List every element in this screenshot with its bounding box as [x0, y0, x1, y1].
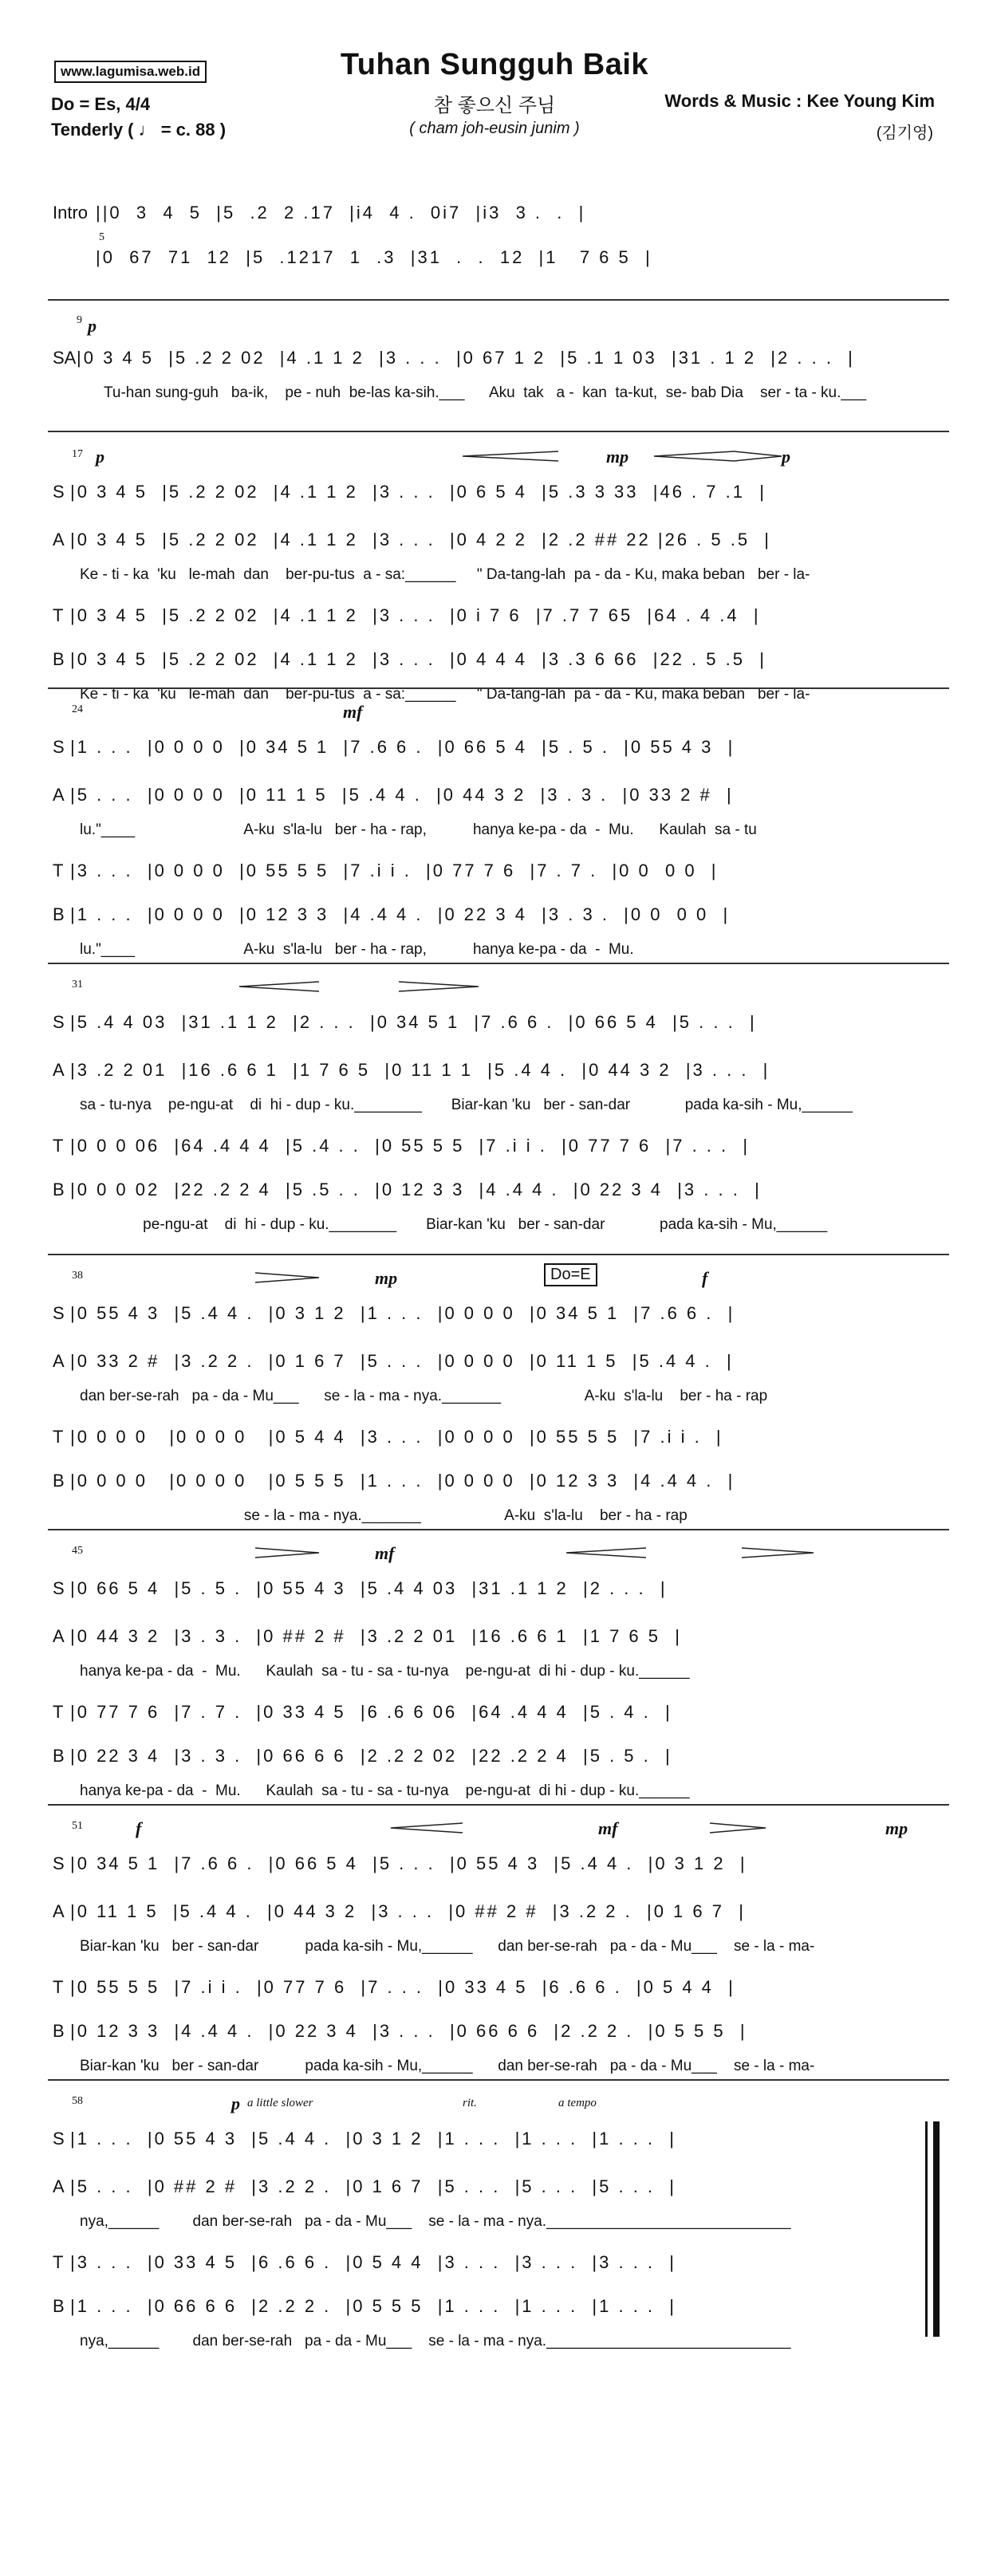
lyric-text: lu."____ A-ku s'la-lu ber - ha - rap, hanya ke-pa - da - Mu.: [80, 941, 634, 958]
lyric-text: lu."____ A-ku s'la-lu ber - ha - rap, hanya ke-pa - da - Mu. Kaulah sa - tu: [80, 821, 757, 838]
score-line: [48, 1057, 949, 1082]
voice-label: T: [53, 1136, 64, 1156]
score-line: [48, 857, 949, 883]
system-m51: [48, 1818, 949, 2074]
voice-label: B: [53, 1471, 65, 1491]
score-line: [48, 2293, 949, 2318]
lyric-line: [48, 566, 949, 587]
expression-text: a tempo: [558, 2097, 597, 2109]
dynamic-mark: mp: [606, 447, 629, 467]
final-barline: [925, 2121, 928, 2337]
divider: [48, 687, 949, 689]
system-m9: [48, 313, 949, 416]
notes: |0 3 4 5 |5 .2 2 02 |4 .1 1 2 |3 . . . |0 i 7 6 |7 .7 7 65 |64 . 4 .4 |: [70, 605, 761, 625]
lyric-text: Tu-han sung-guh ba-ik, pe - nuh be-las ka-sih.___ Aku tak a - kan ta-kut, se- bab Dia ser - ta - ku.___: [104, 384, 867, 401]
notes: |3 .2 2 01 |16 .6 6 1 |1 7 6 5 |0 11 1 1 |5 .4 4 . |0 44 3 2 |3 . . . |: [70, 1060, 770, 1080]
score-line: [48, 1132, 949, 1158]
voice-label: S: [53, 1578, 65, 1598]
lyric-line: [48, 1938, 949, 1959]
dynamic-mark: p: [88, 316, 97, 336]
lyric-text: hanya ke-pa - da - Mu. Kaulah sa - tu - sa - tu-nya pe-ngu-at di hi - dup - ku.______: [80, 1782, 690, 1799]
notes: |0 77 7 6 |7 . 7 . |0 33 4 5 |6 .6 6 06 |64 .4 4 4 |5 . 4 . |: [70, 1702, 672, 1722]
decrescendo-mark: [710, 1823, 766, 1833]
hairpin-marks: [48, 1543, 949, 1567]
lyric-line: [48, 1663, 949, 1684]
score-line: [48, 2125, 949, 2151]
dynamic-mark: p: [96, 447, 104, 467]
notes: |5 . . . |0 ## 2 # |3 .2 2 . |0 1 6 7 |5 . . . |5 . . . |5 . . . |: [70, 2176, 676, 2196]
notes: |0 3 4 5 |5 .2 2 02 |4 .1 1 2 |3 . . . |0 4 4 4 |3 .3 6 66 |22 . 5 .5 |: [70, 649, 766, 669]
dynamic-mark: mp: [885, 1818, 908, 1838]
divider: [48, 1804, 949, 1806]
notes: |0 66 5 4 |5 . 5 . |0 55 4 3 |5 .4 4 03 |31 .1 1 2 |2 . . . |: [70, 1578, 668, 1598]
hairpin-marks: [48, 1818, 949, 1842]
tempo-marking: Tenderly ( ♩ = c. 88 ): [51, 120, 227, 140]
crescendo-mark: [654, 451, 734, 461]
lyric-line: [48, 2058, 949, 2078]
measure-number: 51: [72, 1820, 83, 1832]
voice-label: B: [53, 2296, 65, 2316]
composer-korean: (김기영): [876, 124, 933, 142]
system-m38: [48, 1266, 949, 1524]
divider: [48, 1254, 949, 1255]
voice-label: SA: [53, 348, 77, 368]
voice-label: A: [53, 2176, 65, 2196]
score-line: [48, 1300, 949, 1325]
crescendo-mark: [566, 1548, 646, 1558]
score-line: [48, 1009, 949, 1034]
notes: |0 0 0 0 |0 0 0 0 |0 5 4 4 |3 . . . |0 0 0 0 |0 55 5 5 |7 .i i . |: [70, 1427, 723, 1447]
score-line: [48, 1974, 949, 1999]
score-line: [48, 1850, 949, 1876]
lyric-line: [48, 821, 949, 842]
score-line: [48, 782, 949, 807]
lyric-text: dan ber-se-rah pa - da - Mu___ se - la - ma - nya._______ A-ku s'la-lu ber - ha - rap: [80, 1388, 768, 1404]
lyric-text: nya,______ dan ber-se-rah pa - da - Mu___ se - la - ma - nya._____________________________: [80, 2333, 791, 2350]
voice-label: A: [53, 1060, 65, 1080]
notes: |0 55 5 5 |7 .i i . |0 77 7 6 |7 . . . |0 33 4 5 |6 .6 6 . |0 5 4 4 |: [70, 1977, 735, 1997]
divider: [48, 431, 949, 432]
score-line: [48, 1348, 949, 1373]
score-line: [48, 1575, 949, 1601]
voice-label: T: [53, 1427, 64, 1447]
expression-text: rit.: [463, 2097, 477, 2109]
notes: |0 44 3 2 |3 . 3 . |0 ## 2 # |3 .2 2 01 |16 .6 6 1 |1 7 6 5 |: [70, 1626, 682, 1646]
voice-label: T: [53, 605, 64, 625]
key-change-box: Do=E: [544, 1263, 597, 1286]
measure-number: 17: [72, 448, 83, 460]
lyric-text: Biar-kan 'ku ber - san-dar pada ka-sih - Mu,______ dan ber-se-rah pa - da - Mu___ se - la - ma-: [80, 2058, 815, 2074]
lyric-line: [48, 1507, 949, 1528]
score-line: [48, 1176, 949, 1202]
measure-number: 9: [77, 314, 82, 326]
score-line: [48, 526, 949, 552]
notes: |1 . . . |0 55 4 3 |5 .4 4 . |0 3 1 2 |1 . . . |1 . . . |1 . . . |: [70, 2129, 676, 2149]
notes: |3 . . . |0 33 4 5 |6 .6 6 . |0 5 4 4 |3 . . . |3 . . . |3 . . . |: [70, 2252, 676, 2272]
divider: [48, 963, 949, 964]
voice-label: S: [53, 1853, 65, 1873]
voice-label: B: [53, 2021, 65, 2041]
notes: |0 11 1 5 |5 .4 4 . |0 44 3 2 |3 . . . |0 ## 2 # |3 .2 2 . |0 1 6 7 |: [70, 1901, 746, 1921]
voice-label: A: [53, 785, 65, 805]
notes: ||0 3 4 5 |5 .2 2 .17 |i4 4 . 0i7 |i3 3 . . |: [96, 203, 586, 223]
notes: |1 . . . |0 66 6 6 |2 .2 2 . |0 5 5 5 |1 . . . |1 . . . |1 . . . |: [70, 2296, 676, 2316]
voice-label: A: [53, 530, 65, 549]
system-m45: [48, 1543, 949, 1799]
system-m17: [48, 447, 949, 703]
voice-label: T: [53, 1702, 64, 1722]
notes: |3 . . . |0 0 0 0 |0 55 5 5 |7 .i i . |0 77 7 6 |7 . 7 . |0 0 0 0 |: [70, 861, 719, 880]
notes: |0 55 4 3 |5 .4 4 . |0 3 1 2 |1 . . . |0 0 0 0 |0 34 5 1 |7 .6 6 . |: [70, 1303, 735, 1323]
lyric-line: [48, 1782, 949, 1803]
lyric-text: Biar-kan 'ku ber - san-dar pada ka-sih - Mu,______ dan ber-se-rah pa - da - Mu___ se - la - ma-: [80, 1938, 815, 1955]
score-line: [48, 2018, 949, 2043]
key-signature: Do = Es, 4/4: [51, 94, 151, 114]
lyric-line: [48, 384, 949, 405]
crescendo-mark: [391, 1823, 463, 1833]
voice-label: B: [53, 1180, 65, 1199]
system-m24: [48, 702, 949, 958]
system-m58: [48, 2093, 949, 2350]
voice-label: S: [53, 482, 65, 502]
score-line: [48, 2173, 949, 2199]
dynamic-mark: f: [702, 1268, 708, 1288]
system-m31: [48, 977, 949, 1233]
score-line: [48, 646, 949, 672]
lyric-text: pe-ngu-at di hi - dup - ku.________ Biar-kan 'ku ber - san-dar pada ka-sih - Mu,______: [80, 1216, 828, 1233]
notes: |0 33 2 # |3 .2 2 . |0 1 6 7 |5 . . . |0 0 0 0 |0 11 1 5 |5 .4 4 . |: [70, 1351, 734, 1371]
score-line: [48, 1424, 949, 1449]
decrescendo-mark: [734, 451, 782, 461]
expression-text: a little slower: [247, 2097, 313, 2109]
measure-number: 45: [72, 1545, 83, 1557]
voice-label: Intro: [53, 203, 89, 223]
korean-title: 참 좋으신 주님: [433, 95, 556, 116]
decrescendo-mark: [742, 1548, 814, 1558]
measure-number: 31: [72, 979, 83, 991]
notes: |0 0 0 0 |0 0 0 0 |0 5 5 5 |1 . . . |0 0 0 0 |0 12 3 3 |4 .4 4 . |: [70, 1471, 735, 1491]
voice-label: S: [53, 1303, 65, 1323]
notes: |0 0 0 02 |22 .2 2 4 |5 .5 . . |0 12 3 3 |4 .4 4 . |0 22 3 4 |3 . . . |: [70, 1180, 762, 1199]
notes: |0 67 71 12 |5 .1217 1 .3 |31 . . 12 |1 7 6 5 |: [96, 247, 652, 267]
measure-number: 24: [72, 703, 83, 715]
divider: [48, 299, 949, 301]
score-line: [48, 734, 949, 759]
lyric-text: sa - tu-nya pe-ngu-at di hi - dup - ku.________ Biar-kan 'ku ber - san-dar pada ka-sih - Mu,______: [80, 1097, 853, 1113]
score-line: [48, 2249, 949, 2275]
score-line: [48, 901, 949, 927]
notes: |5 . . . |0 0 0 0 |0 11 1 5 |5 .4 4 . |0 44 3 2 |3 . 3 . |0 33 2 # |: [70, 785, 734, 805]
notes: |0 3 4 5 |5 .2 2 02 |4 .1 1 2 |3 . . . |0 4 2 2 |2 .2 ## 22 |26 . 5 .5 |: [70, 530, 772, 549]
notes: |0 3 4 5 |5 .2 2 02 |4 .1 1 2 |3 . . . |0 6 5 4 |5 .3 3 33 |46 . 7 .1 |: [70, 482, 766, 502]
notes: |0 12 3 3 |4 .4 4 . |0 22 3 4 |3 . . . |0 66 6 6 |2 .2 2 . |0 5 5 5 |: [70, 2021, 747, 2041]
hairpin-marks: [48, 447, 949, 471]
lyric-text: nya,______ dan ber-se-rah pa - da - Mu___ se - la - ma - nya._____________________________: [80, 2213, 791, 2230]
voice-label: A: [53, 1351, 65, 1371]
voice-label: T: [53, 1977, 64, 1997]
lyric-line: [48, 1097, 949, 1117]
dynamic-mark: f: [136, 1818, 142, 1838]
score-line: [48, 345, 949, 370]
lyric-text: hanya ke-pa - da - Mu. Kaulah sa - tu - sa - tu-nya pe-ngu-at di hi - dup - ku.______: [80, 1663, 690, 1680]
score-line: [48, 1467, 949, 1493]
voice-label: S: [53, 2129, 65, 2149]
page-title: Tuhan Sungguh Baik: [340, 48, 649, 81]
notes: |0 34 5 1 |7 .6 6 . |0 66 5 4 |5 . . . |0 55 4 3 |5 .4 4 . |0 3 1 2 |: [70, 1853, 747, 1873]
score-line: [48, 1699, 949, 1724]
voice-label: A: [53, 1626, 65, 1646]
notes: |1 . . . |0 0 0 0 |0 34 5 1 |7 .6 6 . |0 66 5 4 |5 . 5 . |0 55 4 3 |: [70, 737, 735, 757]
notes: |5 .4 4 03 |31 .1 1 2 |2 . . . |0 34 5 1 |7 .6 6 . |0 66 5 4 |5 . . . |: [70, 1012, 757, 1032]
dynamic-mark: mf: [375, 1543, 395, 1563]
credit-line: Words & Music : Kee Young Kim: [664, 91, 935, 111]
score-line: [48, 1623, 949, 1648]
lyric-text: se - la - ma - nya._______ A-ku s'la-lu ber - ha - rap: [80, 1507, 688, 1524]
lyric-text: Ke - ti - ka 'ku le-mah dan ber-pu-tus a - sa:______ " Da-tang-lah pa - da - Ku, maka beban ber - la-: [80, 566, 810, 583]
lyric-line: [48, 2213, 949, 2234]
lyric-line: [48, 1216, 949, 1237]
voice-label: S: [53, 737, 65, 757]
measure-number: 38: [72, 1270, 83, 1282]
score-line: [48, 1898, 949, 1924]
divider: [48, 1529, 949, 1530]
notes: |0 0 0 06 |64 .4 4 4 |5 .4 . . |0 55 5 5 |7 .i i . |0 77 7 6 |7 . . . |: [70, 1136, 751, 1156]
hairpin-marks: [48, 702, 949, 726]
score-line: [48, 602, 949, 628]
voice-label: B: [53, 1746, 65, 1766]
dynamic-mark: p: [782, 447, 790, 467]
measure-number: 5: [99, 231, 104, 243]
divider: [48, 2079, 949, 2081]
lyric-line: [48, 1388, 949, 1408]
hairpin-marks: [48, 2093, 949, 2117]
decrescendo-mark: [399, 982, 479, 991]
measure-number: 58: [72, 2095, 83, 2107]
system-intro: [48, 191, 949, 279]
score-line: [48, 199, 949, 225]
voice-label: T: [53, 2252, 64, 2272]
voice-label: T: [53, 861, 64, 880]
website-label: www.lagumisa.web.id: [54, 61, 207, 83]
dynamic-mark: mf: [598, 1818, 618, 1838]
notes: |0 3 4 5 |5 .2 2 02 |4 .1 1 2 |3 . . . |0 67 1 2 |5 .1 1 03 |31 . 1 2 |2 . . . |: [77, 348, 855, 368]
romanized-title: ( cham joh-eusin junim ): [409, 120, 580, 137]
lyric-line: [48, 2333, 949, 2353]
hairpin-marks: [48, 1268, 949, 1292]
voice-label: S: [53, 1012, 65, 1032]
decrescendo-mark: [255, 1548, 319, 1558]
voice-label: A: [53, 1901, 65, 1921]
crescendo-mark: [239, 982, 319, 991]
dynamic-mark: mf: [343, 702, 363, 722]
crescendo-mark: [463, 451, 558, 461]
notes: |1 . . . |0 0 0 0 |0 12 3 3 |4 .4 4 . |0 22 3 4 |3 . 3 . |0 0 0 0 |: [70, 904, 731, 924]
lyric-line: [48, 941, 949, 962]
voice-label: B: [53, 904, 65, 924]
dynamic-mark: p: [231, 2093, 240, 2113]
voice-label: B: [53, 649, 65, 669]
score-line: [48, 1743, 949, 1768]
lyric-text: Ke - ti - ka 'ku le-mah dan ber-pu-tus a - sa:______ " Da-tang-lah pa - da - Ku, maka beban ber - la-: [80, 686, 810, 703]
score-line: [48, 479, 949, 504]
decrescendo-mark: [255, 1273, 319, 1282]
dynamic-mark: mp: [375, 1268, 398, 1288]
score-line: [48, 244, 949, 270]
hairpin-marks: [48, 977, 949, 1001]
final-barline-thick: [933, 2121, 940, 2337]
notes: |0 22 3 4 |3 . 3 . |0 66 6 6 |2 .2 2 02 |22 .2 2 4 |5 . 5 . |: [70, 1746, 672, 1766]
